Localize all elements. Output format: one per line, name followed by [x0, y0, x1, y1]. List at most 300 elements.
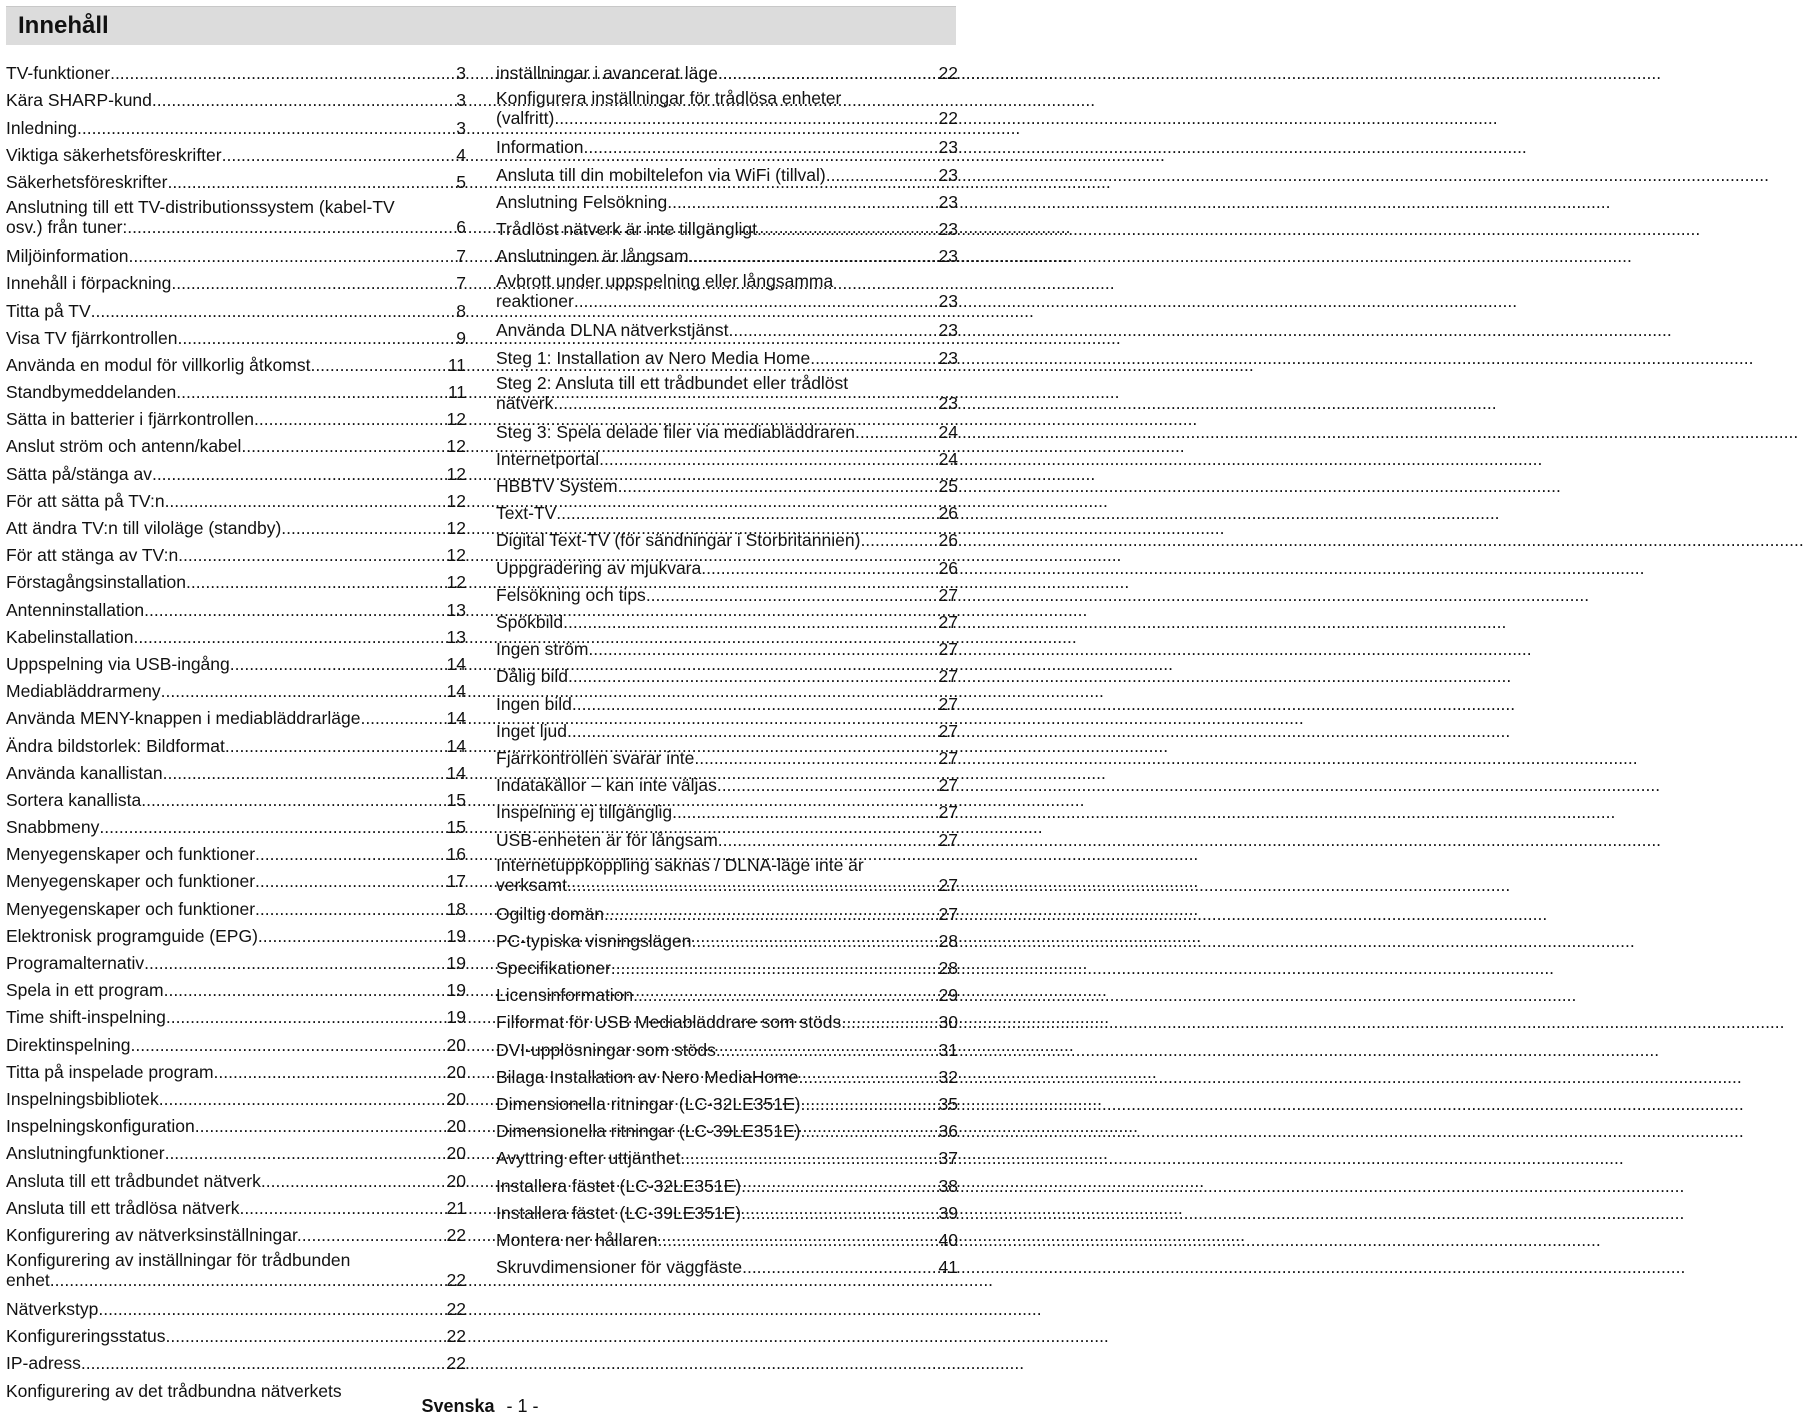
- toc-entry-title: Fjärrkontrollen svarar inte: [496, 747, 695, 768]
- toc-entry[interactable]: [496, 158, 958, 185]
- toc-entry[interactable]: [6, 403, 466, 430]
- toc-entry[interactable]: [496, 267, 958, 314]
- dot-leader: [186, 572, 447, 593]
- toc-entry-title: Ogiltig domän: [496, 903, 604, 924]
- dot-leader: [129, 246, 457, 267]
- toc-page-number: 27: [938, 829, 958, 850]
- toc-entry[interactable]: [496, 823, 958, 850]
- toc-page-number: 14: [446, 708, 466, 729]
- toc-entry-title: Anslut ström och antenn/kabel: [6, 436, 242, 457]
- toc-entry[interactable]: [496, 979, 958, 1006]
- toc-page-number: 20: [446, 1143, 466, 1164]
- toc-page-number: 29: [938, 985, 958, 1006]
- toc-page-number: 39: [938, 1202, 958, 1223]
- toc-entry[interactable]: [6, 485, 466, 512]
- toc-entry[interactable]: [496, 579, 958, 606]
- toc-entry[interactable]: [6, 539, 466, 566]
- page-footer: [0, 1396, 960, 1417]
- toc-entry[interactable]: [6, 1347, 466, 1374]
- toc-entry-line: [6, 1270, 466, 1290]
- toc-entry[interactable]: [6, 920, 466, 947]
- dot-leader: [657, 1230, 938, 1251]
- toc-page-number: 22: [446, 1299, 466, 1320]
- toc-page-number: 15: [446, 817, 466, 838]
- toc-page-number: 11: [447, 354, 466, 375]
- toc-page-number: 21: [446, 1197, 466, 1218]
- toc-entry[interactable]: [6, 947, 466, 974]
- dot-leader: [302, 1225, 447, 1246]
- toc-page-number: 19: [446, 953, 466, 973]
- toc-page-number: 22: [446, 1353, 466, 1374]
- dot-leader: [141, 790, 446, 811]
- dot-leader: [152, 464, 447, 485]
- toc-entry-title: Miljöinformation: [6, 246, 129, 267]
- toc-entry[interactable]: [496, 687, 958, 714]
- toc-page-number: 14: [446, 681, 466, 702]
- dot-leader: [717, 775, 939, 796]
- toc-entry-title: Säkerhetsföreskrifter: [6, 171, 168, 192]
- toc-page-number: 23: [938, 392, 958, 413]
- toc-entry-title: Bilaga Installation av Nero MediaHome: [496, 1066, 799, 1087]
- toc-entry-title: Ingen ström: [496, 639, 589, 660]
- toc-entry-title: Installera fästet (LC-32LE351E): [496, 1175, 742, 1196]
- dot-leader: [110, 63, 456, 84]
- dot-leader: [563, 612, 938, 633]
- toc-page-number: 7: [456, 273, 466, 294]
- dot-leader: [255, 844, 446, 865]
- toc-entry[interactable]: [6, 865, 466, 892]
- dot-leader: [681, 1148, 939, 1169]
- toc-entry-title: Digital Text-TV (för sändningar i Storbritannien): [496, 530, 861, 551]
- toc-page-number: 32: [938, 1066, 958, 1087]
- toc-entry-title: Förstagångsinstallation: [6, 572, 186, 593]
- toc-entry-title: Inspelningskonfiguration: [6, 1116, 195, 1137]
- toc-page-number: 23: [938, 320, 958, 341]
- toc-entry[interactable]: [6, 430, 466, 457]
- toc-page-number: 12: [446, 490, 466, 511]
- dot-leader: [757, 219, 939, 240]
- toc-page-number: 25: [938, 476, 958, 497]
- dot-leader: [255, 899, 446, 920]
- toc-page-number: 27: [938, 666, 958, 687]
- toc-page-number: 22: [446, 1269, 466, 1290]
- toc-entry[interactable]: [6, 757, 466, 784]
- dot-leader: [178, 545, 446, 566]
- toc-entry-title: Felsökning och tips: [496, 584, 646, 605]
- toc-page-number: 12: [446, 518, 466, 538]
- toc-page-number: 27: [938, 639, 958, 660]
- dot-leader: [165, 1143, 447, 1164]
- toc-entry-title: Ansluta till ett trådbundet nätverk: [6, 1170, 261, 1191]
- toc-page-number: 16: [446, 844, 466, 865]
- toc-entry-title: Uppgradering av mjukvara: [496, 557, 702, 578]
- toc-entry-title: Text-TV: [496, 503, 557, 524]
- toc-entry[interactable]: [496, 1061, 958, 1088]
- toc-entry-title: TV-funktioner: [6, 63, 111, 84]
- dot-leader: [611, 958, 939, 979]
- toc-page-number: 27: [938, 693, 958, 714]
- toc-entry-title: Visa TV fjärrkontrollen: [6, 327, 178, 348]
- toc-page-number: 4: [456, 144, 466, 165]
- toc-entry[interactable]: [6, 566, 466, 593]
- toc-entry[interactable]: [496, 416, 958, 443]
- dot-leader: [176, 382, 448, 403]
- toc-page-number: 27: [938, 802, 958, 823]
- toc-page-number: 20: [446, 1116, 466, 1137]
- dot-leader: [50, 1270, 447, 1290]
- toc-entry-title: Konfigurering av nätverksinställningar.: [6, 1224, 302, 1245]
- toc-entry[interactable]: [6, 1056, 466, 1083]
- toc-entry-title: Direktinspelning: [6, 1034, 131, 1055]
- toc-page-number: 28: [938, 930, 958, 951]
- dot-leader: [166, 1326, 447, 1347]
- toc-page-number: 14: [446, 735, 466, 756]
- toc-entry-title: För att stänga av TV:n: [6, 545, 179, 566]
- toc-page-number: 13: [446, 599, 466, 620]
- toc-entry[interactable]: [496, 443, 958, 470]
- toc-entry-title: Elektronisk programguide (EPG): [6, 925, 258, 946]
- toc-entry-title: Steg 3: Spela delade filer via mediabläddraren: [496, 421, 855, 442]
- toc-entry-line: [496, 393, 958, 413]
- toc-page-number: 27: [938, 584, 958, 605]
- toc-entry-title: Ingen bild: [496, 693, 572, 714]
- toc-page-number: 27: [938, 612, 958, 632]
- toc-entry[interactable]: [496, 131, 958, 158]
- toc-entry-title: Internetportal: [496, 448, 600, 469]
- toc-entry[interactable]: [6, 111, 466, 138]
- dot-leader: [718, 63, 939, 84]
- toc-entry[interactable]: [496, 1088, 958, 1115]
- toc-page-number: 3: [456, 90, 466, 111]
- dot-leader: [646, 585, 939, 606]
- dot-leader: [729, 320, 939, 341]
- toc-entry[interactable]: [496, 660, 958, 687]
- dot-leader: [799, 1067, 939, 1088]
- toc-entry-title: Licensinformation: [496, 985, 634, 1006]
- dot-leader: [144, 600, 446, 621]
- toc-entry[interactable]: [6, 1320, 466, 1347]
- toc-entry[interactable]: [6, 621, 466, 648]
- toc-entry[interactable]: [6, 139, 466, 166]
- toc-page-number: 12: [446, 463, 466, 484]
- toc-entry[interactable]: [6, 240, 466, 267]
- toc-entry[interactable]: [496, 470, 958, 497]
- toc-entry[interactable]: [496, 851, 958, 898]
- toc-entry-title: USB-enheten är för långsam: [496, 829, 718, 850]
- toc-entry[interactable]: [6, 1028, 466, 1055]
- toc-entry-title: Avbrott under uppspelning eller långsamma: [496, 271, 834, 292]
- toc-entry[interactable]: [496, 633, 958, 660]
- toc-entry[interactable]: [496, 1197, 958, 1224]
- toc-entry-title: Trådlöst nätverk är inte tillgängligt: [496, 218, 758, 239]
- dot-leader: [742, 1257, 938, 1278]
- toc-entry[interactable]: [6, 457, 466, 484]
- toc-entry[interactable]: [496, 925, 958, 952]
- toc-entry-title: Innehåll i förpackning: [6, 273, 172, 294]
- toc-entry-title: Dålig bild: [496, 666, 568, 687]
- toc-entry[interactable]: [496, 524, 958, 551]
- dot-leader: [800, 1094, 938, 1115]
- toc-entry-title: DVI-upplösningar som stöds: [496, 1039, 716, 1060]
- dot-leader: [167, 172, 456, 193]
- toc-entry[interactable]: [6, 84, 466, 111]
- toc-page-number: 13: [446, 626, 466, 647]
- toc-entry-title: Information: [496, 137, 584, 158]
- toc-page-number: 20: [446, 1170, 466, 1191]
- dot-leader: [171, 273, 456, 294]
- toc-entry[interactable]: [496, 1142, 958, 1169]
- toc-entry-title: Programalternativ: [6, 953, 145, 973]
- toc-entry[interactable]: [496, 715, 958, 742]
- toc-entry[interactable]: [6, 322, 466, 349]
- toc-entry-title: Anslutning till ett TV-distributionssystem (kabel-TV: [6, 196, 395, 217]
- dot-leader: [741, 1203, 938, 1224]
- toc-entry-title: Kära SHARP-kund: [6, 90, 152, 111]
- toc-entry[interactable]: [496, 497, 958, 524]
- toc-entry[interactable]: [6, 784, 466, 811]
- toc-entry[interactable]: [496, 369, 958, 416]
- dot-leader: [568, 666, 939, 687]
- toc-page-number: 12: [446, 545, 466, 566]
- toc-entry[interactable]: [6, 974, 466, 1001]
- toc-page-number: 40: [938, 1229, 958, 1250]
- toc-entry[interactable]: [6, 675, 466, 702]
- toc-entry-title: Sortera kanallista: [6, 789, 142, 810]
- toc-entry[interactable]: [496, 1115, 958, 1142]
- toc-entry-title: Konfigurera inställningar för trådlösa enheter: [496, 88, 842, 109]
- toc-entry-title: Inledning: [6, 117, 78, 138]
- toc-entry-title: Kabelinstallation: [6, 626, 134, 647]
- toc-page-number: 23: [938, 164, 958, 185]
- page-title: Innehåll: [18, 12, 109, 39]
- toc-entry-title: Filformat för USB Mediabläddrare som stöds: [496, 1012, 842, 1033]
- toc-entry-title-continued: osv.) från tuner:: [6, 216, 128, 237]
- toc-page-number: 27: [938, 720, 958, 741]
- toc-page-number: 7: [456, 246, 466, 267]
- toc-entry-title: Konfigurering av inställningar för trådbunden: [6, 1249, 351, 1270]
- toc-entry-title: Menyegenskaper och funktioner: [6, 898, 256, 919]
- toc-entry[interactable]: [496, 769, 958, 796]
- dot-leader: [553, 393, 938, 413]
- toc-entry[interactable]: [496, 341, 958, 368]
- toc-page-number: 6: [456, 216, 466, 237]
- toc-page-number: 15: [446, 789, 466, 810]
- toc-entry-line: [496, 875, 958, 895]
- toc-entry[interactable]: [6, 702, 466, 729]
- toc-entry[interactable]: [6, 1192, 466, 1219]
- toc-entry-title: Konfigureringsstatus: [6, 1326, 166, 1347]
- toc-page-number: 12: [446, 436, 466, 457]
- toc-entry-title: Konfigurering av det trådbundna nätverkets: [6, 1380, 342, 1401]
- toc-page-number: 26: [938, 503, 958, 524]
- toc-entry-title: Använda kanallistan: [6, 762, 163, 783]
- toc-entry[interactable]: [6, 376, 466, 403]
- toc-entry[interactable]: [6, 193, 466, 240]
- dot-leader: [855, 422, 939, 443]
- toc-entry[interactable]: [6, 1110, 466, 1137]
- toc-entry[interactable]: [6, 1293, 466, 1320]
- dot-leader: [214, 1062, 447, 1083]
- dot-leader: [77, 118, 456, 139]
- toc-entry-title: Internetuppkoppling saknas / DLNA-läge inte är: [496, 854, 864, 875]
- toc-entry-title: Antenninstallation: [6, 599, 145, 620]
- toc-entry-title: Ansluta till din mobiltelefon via WiFi (tillval): [496, 164, 826, 185]
- toc-page-number: 26: [938, 530, 958, 551]
- dot-leader: [127, 217, 456, 237]
- toc-entry[interactable]: [496, 57, 958, 84]
- toc-entry-title: IP-adress: [6, 1353, 81, 1374]
- toc-entry-title: Att ändra TV:n till viloläge (standby): [6, 518, 282, 538]
- toc-entry[interactable]: [6, 294, 466, 321]
- toc-page-number: 27: [938, 874, 958, 895]
- toc-entry[interactable]: [496, 213, 958, 240]
- dot-leader: [633, 985, 938, 1006]
- toc-entry[interactable]: [6, 1001, 466, 1028]
- toc-page-number: 12: [446, 409, 466, 430]
- dot-leader: [716, 1040, 939, 1061]
- toc-entry-title: Dimensionella ritningar (LC-39LE351E): [496, 1121, 801, 1142]
- dot-leader: [800, 1121, 938, 1142]
- toc-right-column: [496, 57, 958, 1278]
- toc-entry-title-continued: nätverk: [496, 392, 554, 413]
- toc-entry[interactable]: [6, 811, 466, 838]
- toc-entry[interactable]: [496, 606, 958, 633]
- toc-entry-title: Specifikationer: [496, 958, 611, 979]
- toc-page-number: 36: [938, 1121, 958, 1142]
- toc-page-number: 17: [446, 871, 466, 892]
- toc-entry[interactable]: [496, 952, 958, 979]
- dot-leader: [810, 348, 938, 369]
- toc-entry[interactable]: [496, 796, 958, 823]
- dot-leader: [152, 90, 456, 111]
- toc-entry[interactable]: [6, 892, 466, 919]
- toc-entry[interactable]: [6, 648, 466, 675]
- dot-leader: [225, 736, 447, 757]
- dot-leader: [254, 409, 446, 430]
- toc-entry[interactable]: [496, 1033, 958, 1060]
- toc-page-number: 23: [938, 191, 958, 212]
- toc-entry-title: Menyegenskaper och funktioner: [6, 844, 256, 865]
- toc-page-number: 38: [938, 1175, 958, 1196]
- dot-leader: [694, 748, 938, 769]
- dot-leader: [91, 301, 457, 322]
- dot-leader: [230, 654, 447, 675]
- toc-page-number: 20: [446, 1034, 466, 1055]
- toc-entry-title: Menyegenskaper och funktioner: [6, 871, 256, 892]
- toc-entry[interactable]: [496, 742, 958, 769]
- toc-entry[interactable]: [6, 1164, 466, 1191]
- toc-page-number: 30: [938, 1012, 958, 1033]
- toc-page-number: 20: [446, 1061, 466, 1082]
- toc-entry[interactable]: [6, 1083, 466, 1110]
- dot-leader: [554, 108, 938, 128]
- toc-entry-title-continued: enhet: [6, 1269, 50, 1290]
- toc-entry[interactable]: [6, 1219, 466, 1246]
- toc-page-number: 14: [446, 762, 466, 783]
- dot-leader: [255, 871, 446, 892]
- dot-leader: [599, 449, 938, 470]
- toc-entry[interactable]: [6, 166, 466, 193]
- toc-left-column: [6, 57, 466, 1402]
- toc-entry-title: Time shift-inspelning: [6, 1007, 166, 1028]
- toc-entry-title: Steg 1: Installation av Nero Media Home: [496, 347, 811, 368]
- dot-leader: [584, 137, 939, 158]
- dot-leader: [133, 627, 446, 648]
- dot-leader: [281, 518, 446, 539]
- toc-entry[interactable]: [6, 593, 466, 620]
- dot-leader: [258, 926, 447, 947]
- toc-entry[interactable]: [496, 314, 958, 341]
- toc-entry-title: Ansluta till ett trådlösa nätverk: [6, 1197, 240, 1218]
- toc-entry-title-continued: reaktioner: [496, 291, 574, 312]
- toc-entry-title-continued: verksamt: [496, 874, 567, 895]
- toc-entry-title: Uppspelning via USB-ingång: [6, 653, 230, 674]
- toc-entry[interactable]: [496, 1169, 958, 1196]
- toc-entry[interactable]: [6, 1137, 466, 1164]
- dot-leader: [672, 802, 938, 823]
- toc-entry[interactable]: [496, 186, 958, 213]
- toc-page-number: 14: [446, 653, 466, 674]
- toc-entry[interactable]: [6, 838, 466, 865]
- toc-page-number: 23: [938, 246, 958, 267]
- dot-leader: [588, 639, 938, 660]
- toc-entry-title: Standbymeddelanden: [6, 382, 177, 403]
- toc-page-number: 20: [446, 1088, 466, 1109]
- toc-page-number: 27: [938, 903, 958, 924]
- dot-leader: [99, 817, 446, 838]
- footer-page-number: - 1 -: [506, 1396, 539, 1416]
- toc-entry[interactable]: [6, 729, 466, 756]
- dot-leader: [241, 436, 446, 457]
- toc-entry[interactable]: [496, 1006, 958, 1033]
- toc-entry[interactable]: [6, 267, 466, 294]
- dot-leader: [701, 558, 938, 579]
- dot-leader: [692, 931, 939, 952]
- toc-page-number: 37: [938, 1148, 958, 1169]
- toc-entry[interactable]: [496, 84, 958, 131]
- dot-leader: [222, 145, 457, 166]
- toc-entry[interactable]: [496, 240, 958, 267]
- toc-page-number: 19: [446, 1007, 466, 1028]
- toc-page-number: 26: [938, 557, 958, 578]
- toc-entry[interactable]: [496, 1224, 958, 1251]
- toc-entry[interactable]: [6, 349, 466, 376]
- toc-entry-title: inställningar i avancerat läge: [496, 63, 718, 84]
- toc-page-number: 23: [938, 291, 958, 312]
- dot-leader: [163, 763, 447, 784]
- toc-entry[interactable]: [496, 551, 958, 578]
- toc-entry[interactable]: [6, 512, 466, 539]
- toc-entry[interactable]: [496, 1251, 958, 1278]
- dot-leader: [604, 904, 939, 925]
- dot-leader: [574, 291, 939, 311]
- dot-leader: [131, 1035, 447, 1056]
- toc-entry-title: Sätta in batterier i fjärrkontrollen: [6, 409, 255, 430]
- toc-entry-title: Inspelningsbibliotek: [6, 1088, 159, 1109]
- toc-entry-line: [6, 217, 466, 237]
- toc-page-number: 27: [938, 775, 958, 796]
- dot-leader: [165, 491, 447, 512]
- toc-entry[interactable]: [6, 57, 466, 84]
- toc-entry-title: Montera ner hållaren: [496, 1229, 658, 1250]
- dot-leader: [667, 192, 938, 213]
- toc-page-number: 12: [446, 572, 466, 593]
- toc-entry-title: Inget ljud: [496, 720, 568, 741]
- toc-entry-title: Spela in ett program: [6, 980, 164, 1001]
- toc-entry[interactable]: [496, 898, 958, 925]
- toc-entry[interactable]: [6, 1246, 466, 1293]
- toc-entry-title: Inspelning ej tillgänglig: [496, 802, 673, 823]
